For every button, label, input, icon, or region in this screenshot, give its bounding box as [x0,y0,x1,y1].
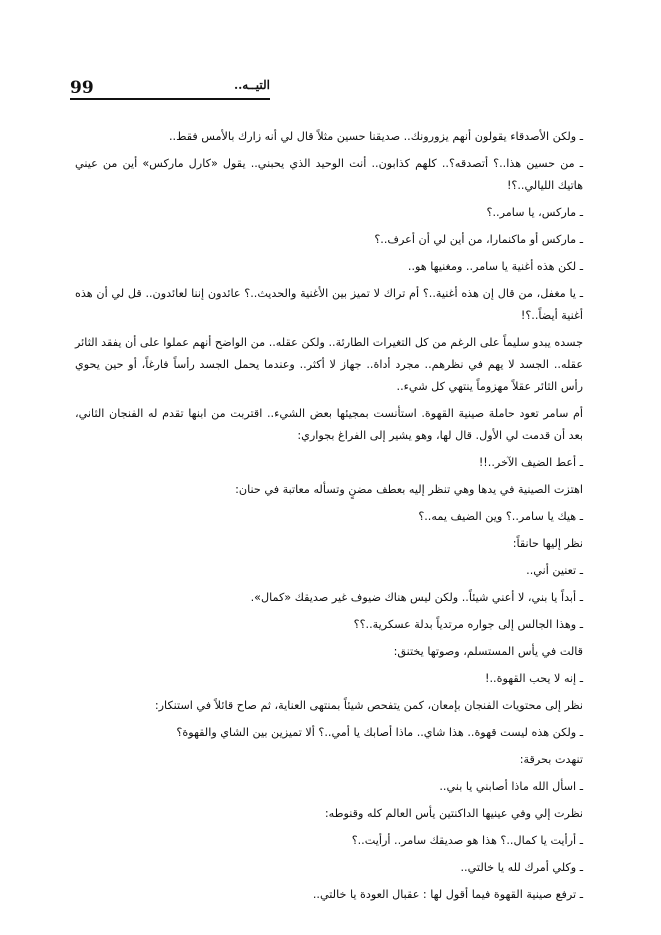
paragraph: ـ يا مغفل، من قال إن هذه أغنية..؟ أم تراك لا تميز بين الأغنية والحديث..؟ عائدون إننا لعائدون.. قل لي أن هذه أغنية أيضاً..؟! [75,287,583,322]
paragraph: ـ أبداً يا بني، لا أعني شيئاً.. ولكن ليس هناك ضيوف غير صديقك «كمال». [250,591,583,604]
paragraph: ـ تعنين أني.. [526,564,583,577]
body-text [75,126,583,911]
paragraph: ـ ولكن هذه ليست قهوة.. هذا شاي.. ماذا أصابك يا أمي..؟ ألا تميزين بين الشاي والقهوة؟ [176,726,583,739]
paragraph: ـ لكن هذه أغنية يا سامر.. ومغنيها هو.. [407,260,583,273]
page-number: 99 [70,78,94,98]
paragraph: قالت في يأس المستسلم، وصوتها يختنق: [393,645,583,658]
paragraph: ـ إنه لا يحب القهوة..! [485,672,583,685]
paragraph: ـ أرأيت يا كمال..؟ هذا هو صديقك سامر.. أرأيت..؟ [351,834,583,847]
paragraph: نظر إليها حانقاً: [512,537,583,550]
paragraph: ـ اسأل الله ماذا أصابني يا بني.. [439,780,583,793]
paragraph: نظر إلى محتويات الفنجان بإمعان، كمن يتفحص شيئاً بمنتهى العناية، ثم صاح قائلاً في استنكار: [154,699,583,712]
paragraph: ـ ماركس، يا سامر..؟ [486,206,583,219]
paragraph: أم سامر تعود حاملة صينية القهوة. استأنست بمجيئها بعض الشيء.. اقتربت من ابنها تقدم له الفنجان الثاني، بعد أن قدمت لي الأول. قال لها، وهو يشير إلى الفراغ بجواري: [75,407,583,442]
paragraph: ـ هيك يا سامر..؟ وين الضيف يمه..؟ [418,510,583,523]
paragraph: ـ أعط الضيف الآخر..!! [478,456,583,469]
running-title: التيــه.. [233,78,270,92]
paragraph: جسده يبدو سليماً على الرغم من كل التغيرات الطارئة.. ولكن عقله.. من الواضح أنهم عملوا على أن يفقد الثائر عقله.. الجسد لا يهم في نظرهم.. مجرد أداة.. جهاز لا أكثر.. وعندما يحمل الجسد رأساً فارغاً، أو حين يحوي رأس الثائر عقلاً مهزوماً ينتهي كل شيء.. [75,336,583,393]
paragraph: ـ ماركس أو ماكنمارا، من أين لي أن أعرف..؟ [374,233,583,246]
page-header [70,76,270,106]
paragraph: ـ وكلي أمرك لله يا خالتي.. [460,861,583,874]
paragraph: ـ من حسين هذا..؟ أتصدقه؟.. كلهم كذابون.. أنت الوحيد الذي يحبني.. يقول «كارل ماركس» أين من عيني هاتيك الليالي..؟! [75,157,583,192]
header-rule [70,98,270,100]
paragraph: ـ ترفع صينية القهوة فيما أقول لها : عقبال العودة يا خالتي.. [312,888,583,901]
paragraph: اهتزت الصينية في يدها وهي تنظر إليه بعطف مضنٍ وتسأله معاتبة في حنان: [235,483,583,496]
paragraph: ـ وهذا الجالس إلى جواره مرتدياً بدلة عسكرية..؟؟ [353,618,583,631]
paragraph: ـ ولكن الأصدقاء يقولون أنهم يزورونك.. صديقنا حسين مثلاً قال لي أنه زارك بالأمس فقط.. [168,130,583,143]
paragraph: نظرت إلي وفي عينيها الداكنتين يأس العالم كله وقنوطه: [324,807,583,820]
paragraph: تنهدت بحرقة: [519,753,583,766]
